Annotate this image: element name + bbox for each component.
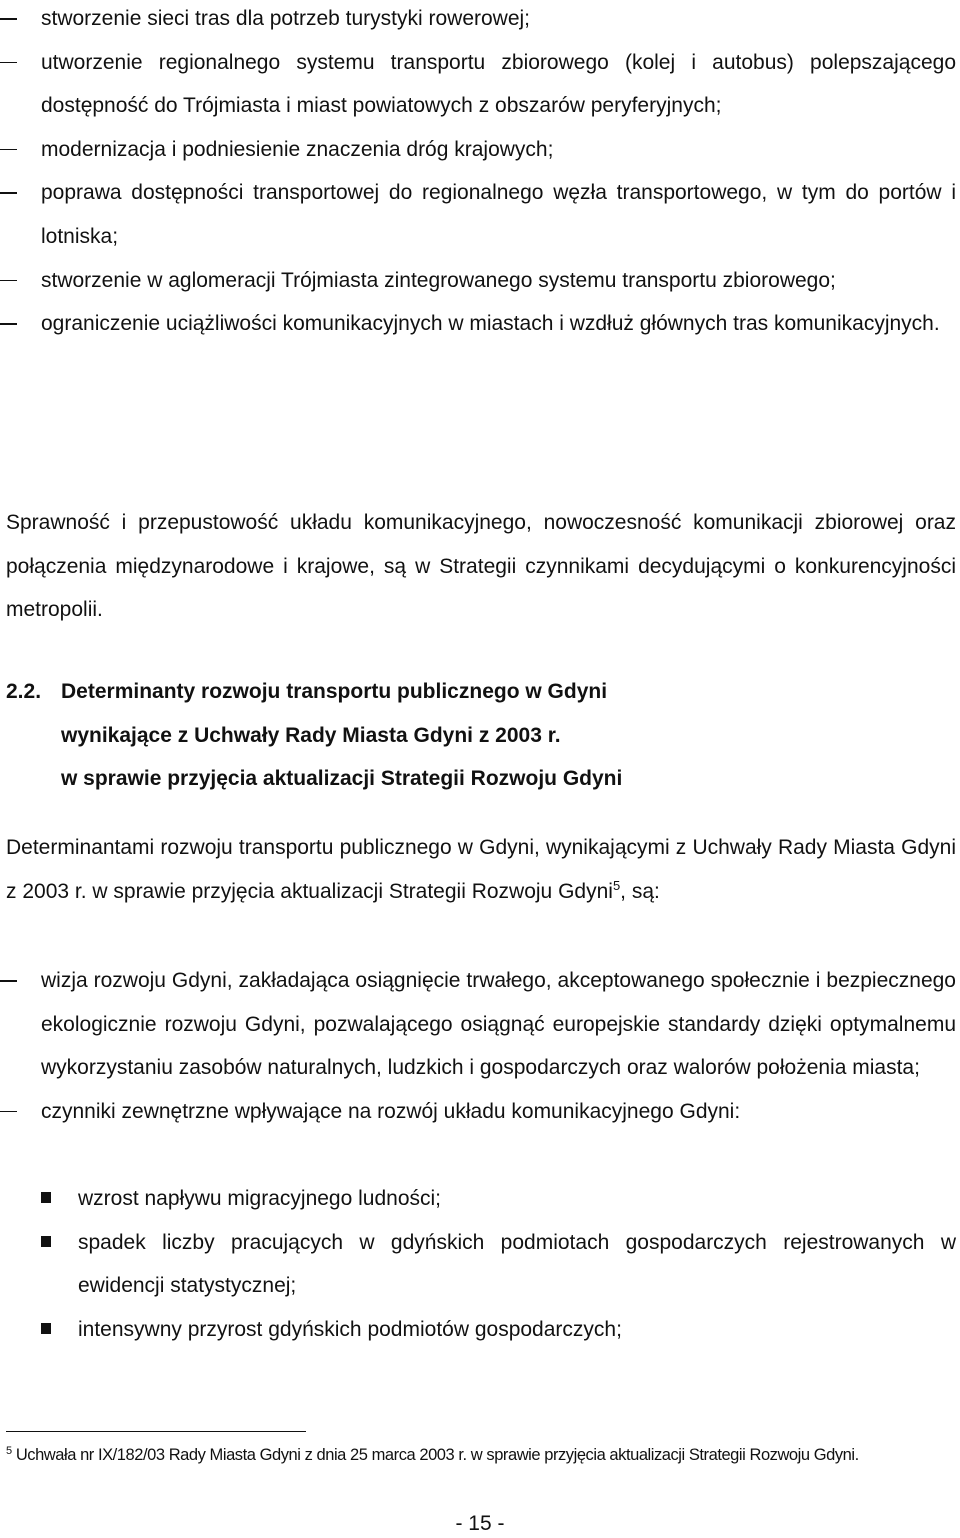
list-item: ograniczenie uciążliwości komunikacyjnych w miastach i wzdłuż głównych tras komunikacyjnych. xyxy=(0,302,956,346)
list-item: modernizacja i podniesienie znaczenia dróg krajowych; xyxy=(0,128,956,172)
sublist-item: spadek liczby pracujących w gdyńskich podmiotach gospodarczych rejestrowanych w ewidencji statystycznej; xyxy=(0,1221,956,1308)
objectives-list xyxy=(0,0,960,346)
list-item: stworzenie sieci tras dla potrzeb turystyki rowerowej; xyxy=(0,0,956,41)
list-item: wizja rozwoju Gdyni, zakładająca osiągnięcie trwałego, akceptowanego społecznie i bezpiecznego ekologicznie rozwoju Gdyni, pozwalającego osiągnąć europejskie standardy dzięki optymalnemu wykorzystaniu zasobów naturalnych, ludzkich i gospodarczych oraz walorów położenia miasta; xyxy=(0,959,956,1090)
sublist-item: intensywny przyrost gdyńskich podmiotów gospodarczych; xyxy=(0,1308,956,1352)
section-title-line: Determinanty rozwoju transportu publicznego w Gdyni xyxy=(61,680,608,703)
section-heading xyxy=(6,670,956,801)
section-title-line: w sprawie przyjęcia aktualizacji Strategii Rozwoju Gdyni xyxy=(61,767,623,791)
page-number: - 15 - xyxy=(455,1512,505,1535)
footnote-reference: 5 xyxy=(612,877,621,893)
list-item: poprawa dostępności transportowej do regionalnego węzła transportowego, w tym do portów i lotniska; xyxy=(0,171,956,258)
determinants-list xyxy=(0,959,960,1133)
footnote-text: Uchwała nr IX/182/03 Rady Miasta Gdyni z dnia 25 marca 2003 r. w sprawie przyjęcia aktualizacji Strategii Rozwoju Gdyni. xyxy=(15,1446,859,1464)
list-item: utworzenie regionalnego systemu transportu zbiorowego (kolej i autobus) polepszającego dostępność do Trójmiasta i miast powiatowych z obszarów peryferyjnych; xyxy=(0,41,956,128)
footnote xyxy=(6,1443,960,1467)
footnote-number: 5 xyxy=(6,1445,12,1457)
list-item: czynniki zewnętrzne wpływające na rozwój układu komunikacyjnego Gdyni: xyxy=(0,1090,956,1134)
paragraph-text: Determinantami rozwoju transportu publicznego w Gdyni, wynikającymi z Uchwały Rady Miasta Gdyni z 2003 r. w sprawie przyjęcia aktualizacji Strategii Rozwoju Gdyni xyxy=(6,836,956,903)
list-item: stworzenie w aglomeracji Trójmiasta zintegrowanego systemu transportu zbiorowego; xyxy=(0,259,956,303)
paragraph-text: , są: xyxy=(620,879,660,903)
body-paragraph xyxy=(6,826,956,913)
body-paragraph: Sprawność i przepustowość układu komunikacyjnego, nowoczesność komunikacji zbiorowej oraz połączenia międzynarodowe i krajowe, są w Strategii czynnikami decydującymi o konkurencyjności metropolii. xyxy=(6,511,956,622)
section-number: 2.2. xyxy=(6,680,42,703)
external-factors-sublist xyxy=(0,1177,956,1351)
section-title-line: wynikające z Uchwały Rady Miasta Gdyni z 2003 r. xyxy=(61,723,561,747)
sublist-item: wzrost napływu migracyjnego ludności; xyxy=(0,1177,956,1221)
footnote-separator xyxy=(6,1431,306,1432)
